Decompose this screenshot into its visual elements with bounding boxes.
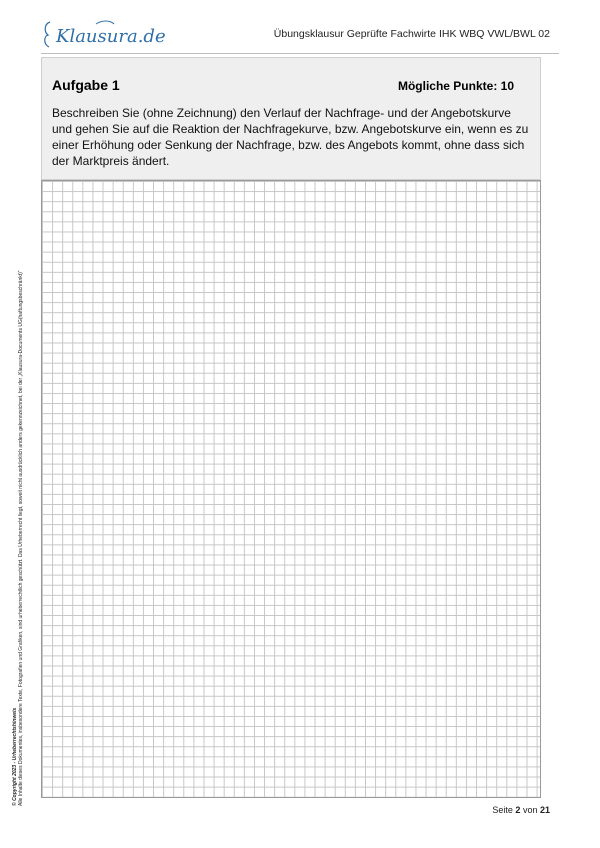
- page-separator: von: [522, 805, 538, 815]
- copyright-body: Alle Inhalte dieses Dokumentes, insbesondere Texte, Fotografien und Grafiken, sind urheberrechtlich geschützt. Das Urheberrecht liegt, soweit nicht ausdrücklich anders gekennzeichnet, bei der „Klausura-Documents UG(haftungsbeschränkt)“: [18, 270, 24, 806]
- page-current: 2: [515, 805, 521, 815]
- page-number: [492, 805, 550, 815]
- answer-grid[interactable]: [41, 180, 541, 798]
- brand-logo-icon: [40, 18, 170, 52]
- copyright-notice: [12, 146, 24, 806]
- document-title: Übungsklausur Geprüfte Fachwirte IHK WBQ VWL/BWL 02: [273, 28, 550, 40]
- brand-logo: [40, 18, 170, 52]
- task-title: Aufgabe 1: [52, 77, 120, 93]
- copyright-title: © Copyright 2023 - Urheberrechtshinweis: [12, 707, 18, 806]
- task-box: [41, 57, 541, 180]
- task-description: Beschreiben Sie (ohne Zeichnung) den Verlauf der Nachfrage- und der Angebotskurve und gehen Sie auf die Reaktion der Nachfragekurve, bzw. Angebotskurve ein, wenn es zu einer Erhöhung oder Senkung der Nachfrage, bzw. des Angebots kommt, ohne dass sich der Marktpreis ändert.: [52, 106, 529, 168]
- logo-text: Klausura.de: [56, 26, 166, 47]
- header-divider: [41, 53, 559, 54]
- page-total: 21: [539, 805, 550, 815]
- task-points: Mögliche Punkte: 10: [397, 79, 514, 93]
- page-prefix: Seite: [492, 805, 513, 815]
